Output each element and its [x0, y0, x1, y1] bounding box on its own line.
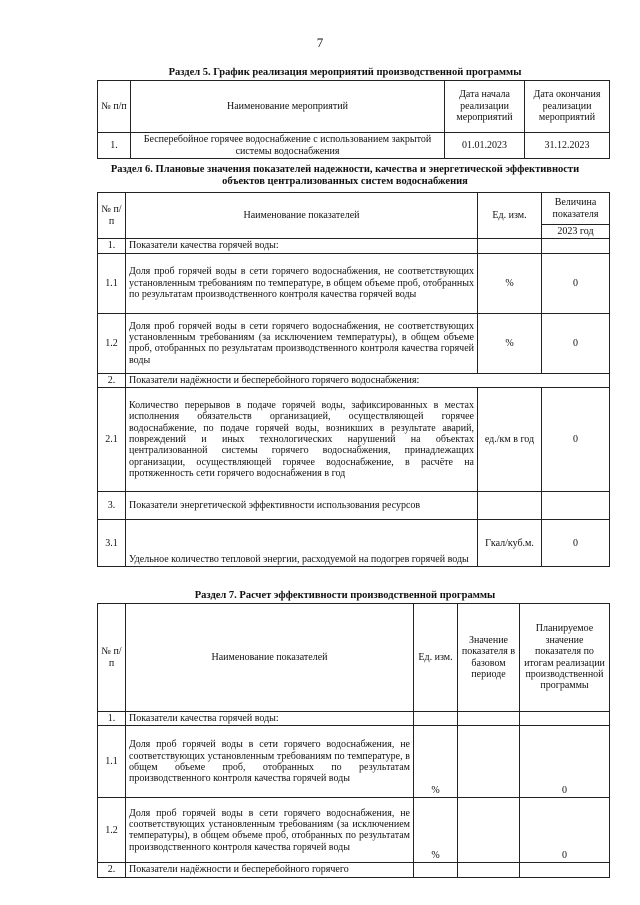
header-base-value: Значение показателя в базовом периоде — [458, 604, 520, 712]
row-base-value — [458, 863, 520, 877]
row-base-value — [458, 798, 520, 863]
row-start-date: 01.01.2023 — [445, 133, 525, 159]
row-name: Количество перерывов в подаче горячей воды, зафиксированных в местах исполнения обязательств организацией, осуществляющей горячее водоснабжение, по подаче горячей воды, возникших в результате аварий, повреждений и иных технологических нарушений на объектах централизованной системы горячего водоснабжения, принадлежащих организации, осуществляющей горячее водоснабжение, в расчёте на протяженность сети горячего водоснабжения в год — [126, 388, 478, 492]
row-name: Показатели надёжности и бесперебойного горячего водоснабжения: — [126, 373, 610, 387]
header-name: Наименование мероприятий — [131, 81, 445, 133]
header-name: Наименование показателей — [126, 193, 478, 239]
row-name: Доля проб горячей воды в сети горячего водоснабжения, не соответствующих установленным требованиям (за исключением температуры), в общем объеме проб, отобранных по результатам производственного контроля качества горячей воды — [126, 313, 478, 373]
table-row — [98, 373, 610, 387]
row-name: Показатели надёжности и бесперебойного горячего — [126, 863, 414, 877]
header-num: № п/п — [98, 604, 126, 712]
header-name: Наименование показателей — [126, 604, 414, 712]
table-row — [98, 798, 610, 863]
header-planned-value: Планируемое значение показателя по итогам реализации производственной программы — [520, 604, 610, 712]
table-row — [98, 133, 610, 159]
row-name: Удельное количество тепловой энергии, расходуемой на подогрев горячей воды — [126, 520, 478, 567]
row-name: Бесперебойное горячее водоснабжение с использованием закрытой системы водоснабжения — [131, 133, 445, 159]
row-name: Показатели качества горячей воды: — [126, 239, 478, 253]
row-value: 0 — [542, 253, 610, 313]
table-row — [98, 313, 610, 373]
row-unit: Гкал/куб.м. — [478, 520, 542, 567]
table-header-row — [98, 81, 610, 133]
row-num: 1.1 — [98, 253, 126, 313]
header-num: № п/п — [98, 193, 126, 239]
row-unit — [478, 492, 542, 520]
row-num: 3. — [98, 492, 126, 520]
table-row — [98, 520, 610, 567]
row-unit — [414, 863, 458, 877]
row-value: 0 — [542, 520, 610, 567]
row-num: 1. — [98, 239, 126, 253]
row-num: 1.2 — [98, 798, 126, 863]
table-row — [98, 253, 610, 313]
section6-title: Раздел 6. Плановые значения показателей надежности, качества и энергетической эффективности объектов централизованных систем водоснабжения — [110, 164, 580, 187]
row-num: 1. — [98, 133, 131, 159]
header-end: Дата окончания реализации мероприятий — [525, 81, 610, 133]
row-planned-value: 0 — [520, 726, 610, 798]
header-unit: Ед. изм. — [414, 604, 458, 712]
row-num: 2. — [98, 863, 126, 877]
row-unit: % — [414, 726, 458, 798]
row-value: 0 — [542, 313, 610, 373]
indicators-table — [97, 192, 610, 567]
header-value: Величина показателя — [542, 193, 610, 225]
row-unit: % — [414, 798, 458, 863]
row-unit: % — [478, 253, 542, 313]
table-header-row — [98, 193, 610, 225]
row-name: Показатели энергетической эффективности использования ресурсов — [126, 492, 478, 520]
row-value — [542, 239, 610, 253]
section5-title: Раздел 5. График реализация мероприятий производственной программы — [168, 67, 522, 78]
row-num: 1.2 — [98, 313, 126, 373]
table-row — [98, 388, 610, 492]
row-unit: % — [478, 313, 542, 373]
row-planned-value — [520, 712, 610, 726]
row-unit — [414, 712, 458, 726]
table-row — [98, 239, 610, 253]
section7-title: Раздел 7. Расчет эффективности производственной программы — [194, 590, 496, 601]
row-unit: ед./км в год — [478, 388, 542, 492]
row-value — [542, 492, 610, 520]
header-unit: Ед. изм. — [478, 193, 542, 239]
row-base-value — [458, 712, 520, 726]
header-start: Дата начала реализации мероприятий — [445, 81, 525, 133]
row-name: Показатели качества горячей воды: — [126, 712, 414, 726]
row-name: Доля проб горячей воды в сети горячего водоснабжения, не соответствующих установленным требованиям по температуре, в общем объеме проб, отобранных по результатам производственного контроля качества горячей воды — [126, 726, 414, 798]
row-name: Доля проб горячей воды в сети горячего водоснабжения, не соответствующих установленным требованиям по температуре, в общем объеме проб, отобранных по результатам производственного контроля качества горячей воды — [126, 253, 478, 313]
row-unit — [478, 239, 542, 253]
efficiency-table — [97, 603, 610, 878]
table-row — [98, 863, 610, 877]
table-header-row — [98, 604, 610, 712]
header-year: 2023 год — [542, 225, 610, 239]
row-num: 1.1 — [98, 726, 126, 798]
header-num: № п/п — [98, 81, 131, 133]
row-num: 2.1 — [98, 388, 126, 492]
row-num: 3.1 — [98, 520, 126, 567]
table-row — [98, 712, 610, 726]
table-row — [98, 492, 610, 520]
row-num: 1. — [98, 712, 126, 726]
row-base-value — [458, 726, 520, 798]
row-num: 2. — [98, 373, 126, 387]
schedule-table — [97, 80, 610, 159]
row-planned-value: 0 — [520, 798, 610, 863]
page-number: 7 — [316, 35, 324, 50]
row-end-date: 31.12.2023 — [525, 133, 610, 159]
row-name: Доля проб горячей воды в сети горячего водоснабжения, не соответствующих установленным требованиям (за исключением температуры), в общем объеме проб, отобранных по результатам производственного контроля качества горячей воды — [126, 798, 414, 863]
table-row — [98, 726, 610, 798]
row-value: 0 — [542, 388, 610, 492]
row-planned-value — [520, 863, 610, 877]
